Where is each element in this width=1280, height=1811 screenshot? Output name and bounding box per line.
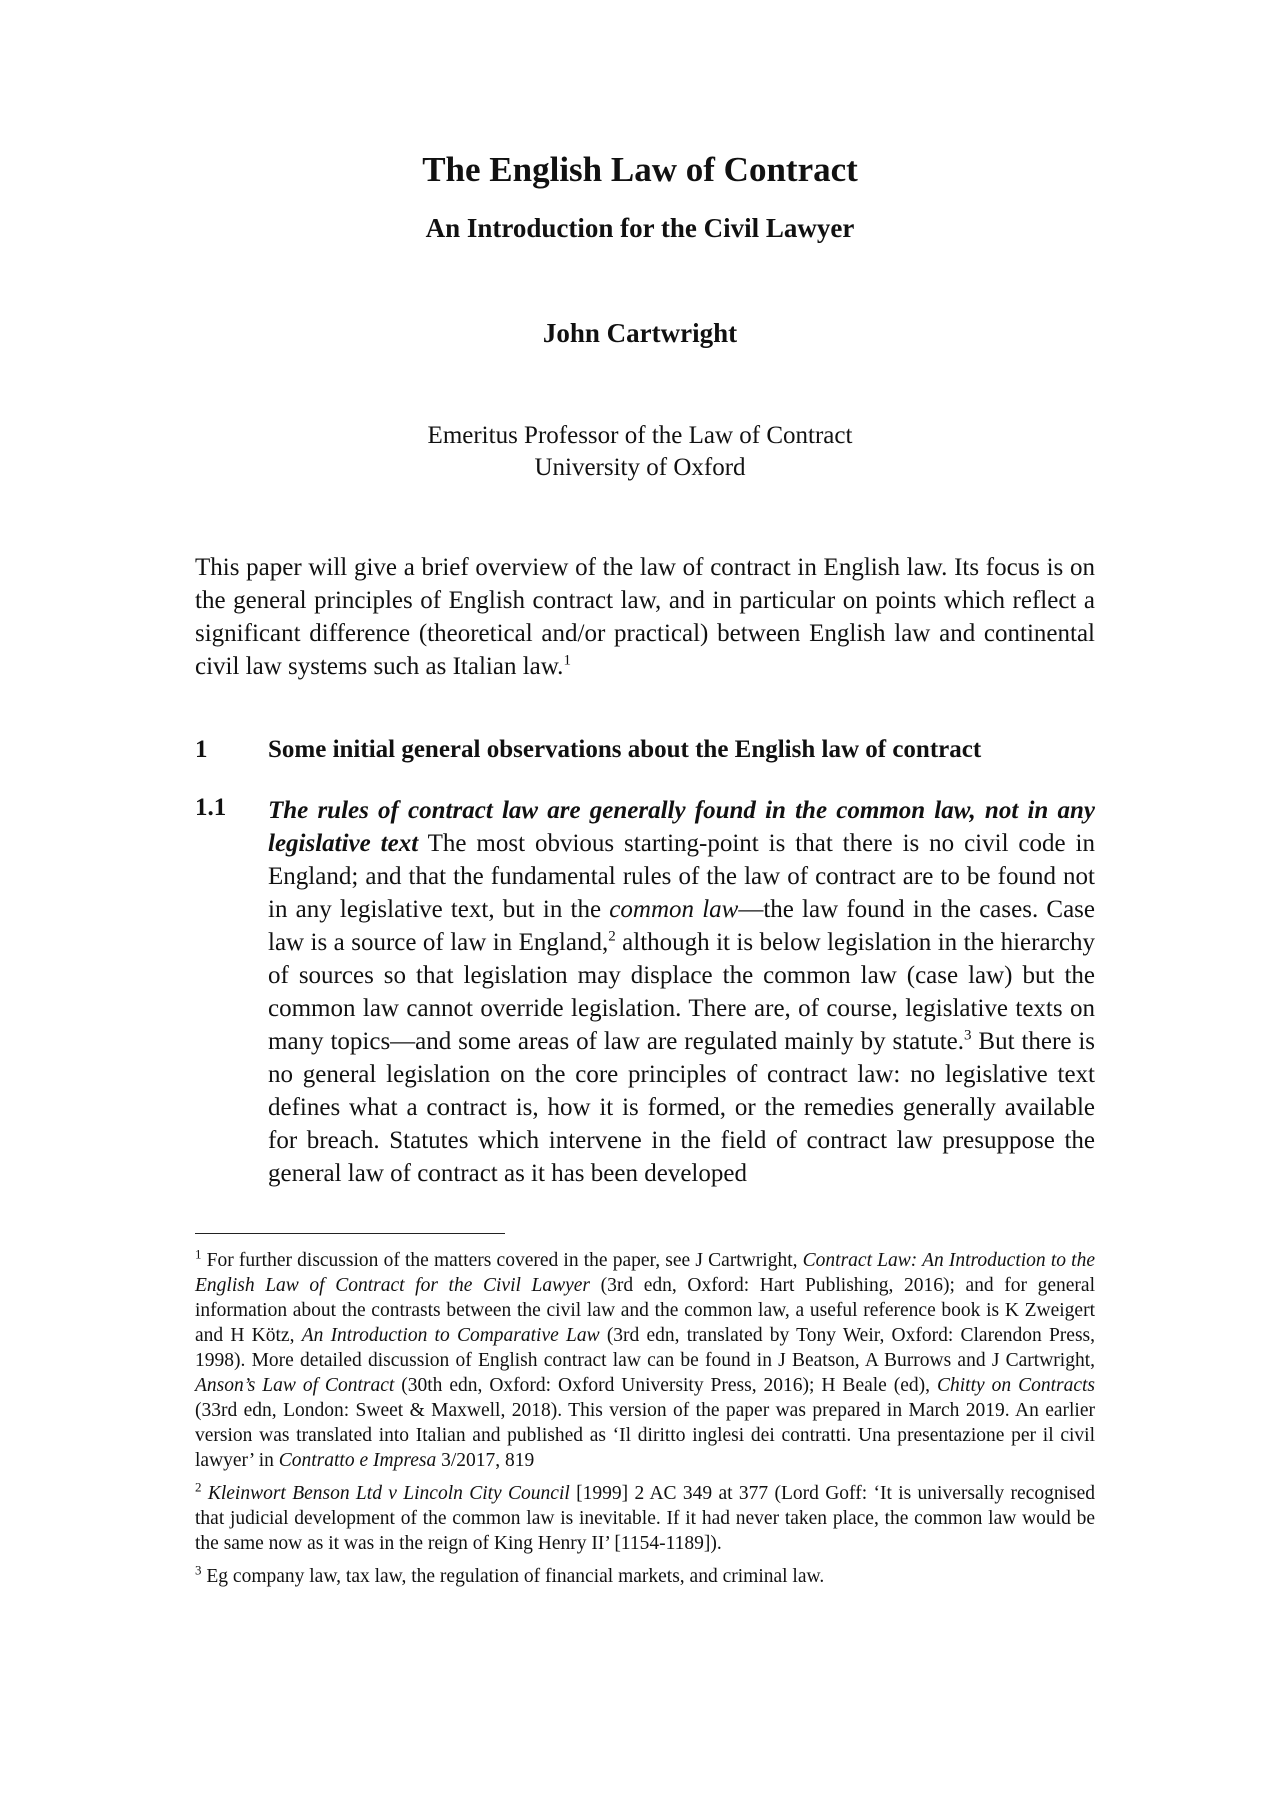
paper-subtitle: An Introduction for the Civil Lawyer [425,213,855,243]
paragraph-number: 1.1 [195,794,227,821]
citation-title: Chitty on Contracts [937,1375,1095,1396]
footnote-text: Eg company law, tax law, the regulation of financial markets, and criminal law. [201,1566,825,1587]
common-law-term: common law [609,896,739,923]
footnotes [195,1248,1095,1597]
footnote-number: 1 [195,1246,202,1262]
paragraph-lead: The rules of contract law are generally found in the common law, not in any legislative text [268,797,1095,857]
footnote-3 [195,1564,1095,1589]
abstract-paragraph [195,551,1095,683]
footnote-text: (30th edn, Oxford: Oxford University Press, 2016); H Beale (ed), [394,1375,937,1396]
citation-title: Contratto e Impresa [278,1450,437,1471]
paper-title: The English Law of Contract [422,150,858,189]
case-name: Kleinwort Benson Ltd v Lincoln City Council [207,1483,570,1504]
paragraph-text: The most obvious starting-point is that there is no civil code in England; and that the fundamental rules of the law of contract are to be found not in any legislative text, but in the [268,830,1095,923]
paragraph-text: although it is below legislation in the hierarchy of sources so that legislation may displace the common law (case law) but the common law cannot override legislation. There are, of course, legislative texts on many topics—and some areas of law are regulated mainly by statute. [268,929,1095,1055]
footnote-text: (3rd edn, translated by Tony Weir, Oxford: Clarendon Press, 1998). More detailed discussion of English contract law can be found in J Beatson, A Burrows and J Cartwright, [195,1325,1095,1371]
section-title: Some initial general observations about the English law of contract [268,736,982,763]
footnote-2 [195,1481,1095,1556]
section-number: 1 [195,736,208,763]
affiliation-institution: University of Oxford [534,454,746,481]
paragraph-text: —the law found in the cases. Case law is a source of law in England, [268,896,1095,956]
paragraph-1-1 [268,794,1095,1190]
footnote-text: [1999] 2 AC 349 at 377 (Lord Goff: ‘It is universally recognised that judicial development of the common law is inevitable. If it had never taken place, the common law would be the same now as it was in the reign of King Henry II’ [1154-1189]). [195,1483,1095,1554]
author-name: John Cartwright [542,318,738,348]
footnote-number: 3 [195,1562,202,1578]
footnote-ref-2: 2 [608,928,616,945]
footnote-number: 2 [195,1479,202,1495]
footnote-text: (3rd edn, Oxford: Hart Publishing, 2016); and for general information about the contrasts between the civil law and the common law, a useful reference book is K Zweigert and H Kötz, [195,1275,1095,1346]
citation-title: Anson’s Law of Contract [195,1375,395,1396]
footnote-separator [195,1233,505,1234]
section-heading [195,736,981,764]
footnote-ref-1: 1 [563,652,571,669]
citation-title: An Introduction to Comparative Law [301,1325,600,1346]
footnote-text: For further discussion of the matters covered in the paper, see J Cartwright, [201,1250,803,1271]
footnote-text: (33rd edn, London: Sweet & Maxwell, 2018). This version of the paper was prepared in March 2019. An earlier version was translated into Italian and published as ‘Il diritto inglesi dei contratti. Una presentazione per il civil lawyer’ in [195,1400,1095,1471]
footnote-1 [195,1248,1095,1473]
paragraph-text: But there is no general legislation on the core principles of contract law: no legislative text defines what a contract is, how it is formed, or the remedies generally available for breach. Statutes which intervene in the field of contract law presuppose the general law of contract as it has been developed [268,1028,1095,1187]
abstract-text: This paper will give a brief overview of the law of contract in English law. Its focus is on the general principles of English contract law, and in particular on points which reflect a significant difference (theoretical and/or practical) between English law and continental civil law systems such as Italian law. [195,554,1095,680]
footnote-text: 3/2017, 819 [436,1450,535,1471]
footnote-ref-3: 3 [964,1027,972,1044]
affiliation-title: Emeritus Professor of the Law of Contract [427,422,853,449]
citation-title: Contract Law: An Introduction to the English Law of Contract for the Civil Lawyer [195,1250,1095,1296]
